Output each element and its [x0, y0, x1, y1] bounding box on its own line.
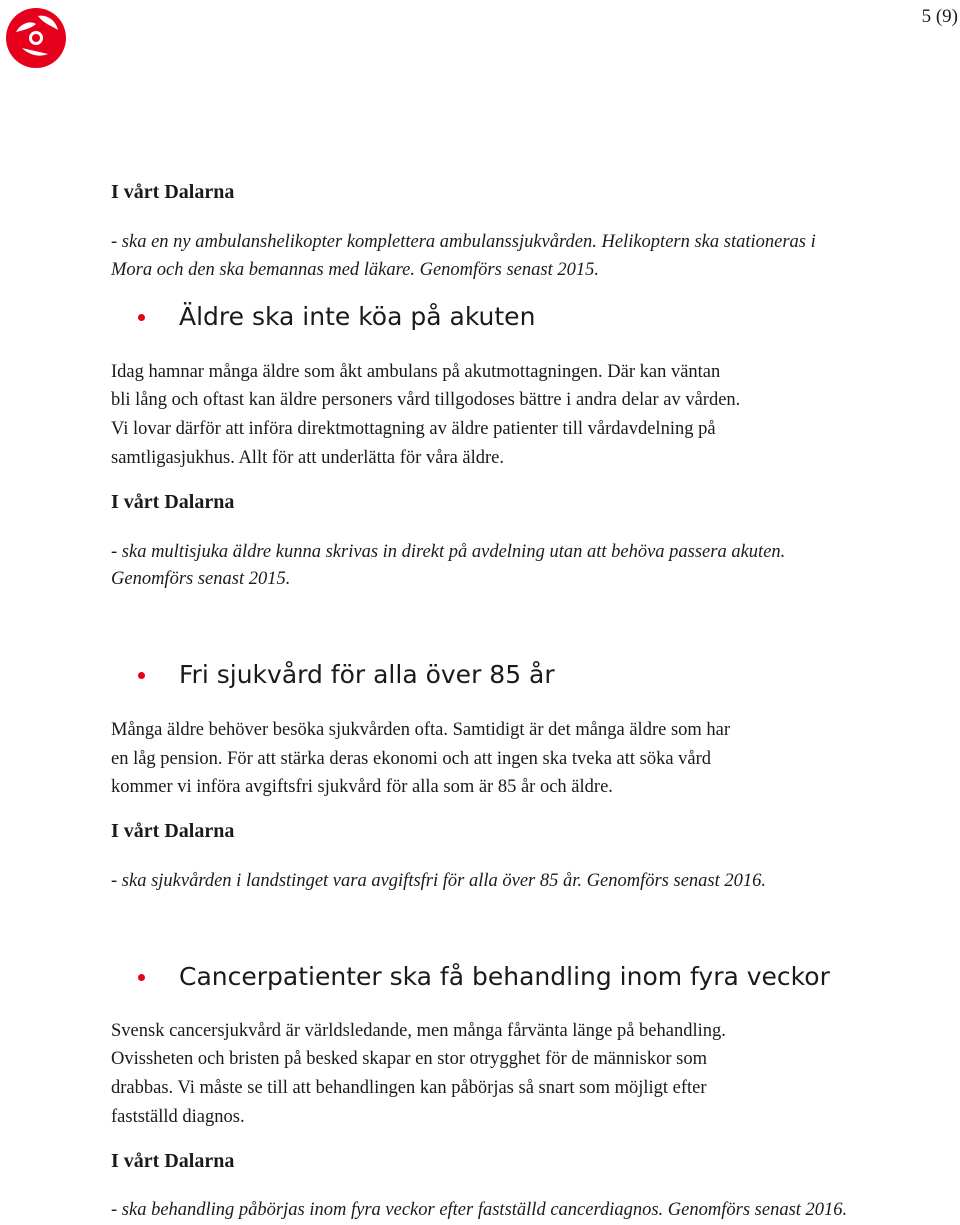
body-line: fastställd diagnos. [111, 1107, 245, 1127]
bullet-icon [138, 672, 145, 679]
promise-line: - ska behandling påbörjas inom fyra veckor efter fastställd cancerdiagnos. Genomförs senast 2016. [111, 1200, 848, 1220]
section-heading [138, 962, 830, 991]
promise-line: - ska en ny ambulanshelikopter komplettera ambulanssjukvården. Helikoptern ska stationeras i [111, 232, 816, 252]
body-line: en låg pension. För att stärka deras ekonomi och att ingen ska tveka att söka vård [111, 749, 712, 769]
section-heading [138, 302, 535, 331]
body-line: kommer vi införa avgiftsfri sjukvård för alla som är 85 år och äldre. [111, 777, 613, 797]
section-heading-text: Äldre ska inte köa på akuten [179, 302, 536, 331]
rose-logo-icon [2, 2, 70, 72]
region-label: I vårt Dalarna [111, 1150, 235, 1172]
body-line: bli lång och oftast kan äldre personers vård tillgodoses bättre i andra delar av vården. [111, 390, 741, 410]
region-label: I vårt Dalarna [111, 181, 235, 203]
page-number: 5 (9) [921, 6, 958, 27]
body-line: Svensk cancersjukvård är världsledande, men många fårvänta länge på behandling. [111, 1021, 726, 1041]
bullet-icon [138, 314, 145, 321]
region-label: I vårt Dalarna [111, 491, 235, 513]
promise-line: - ska sjukvården i landstinget vara avgiftsfri för alla över 85 år. Genomförs senast 2016. [111, 871, 766, 891]
section-heading-text: Cancerpatienter ska få behandling inom fyra veckor [179, 962, 830, 991]
body-line: samtligasjukhus. Allt för att underlätta för våra äldre. [111, 448, 505, 468]
section-heading [138, 660, 555, 689]
body-line: Idag hamnar många äldre som åkt ambulans på akutmottagningen. Där kan väntan [111, 362, 721, 382]
body-line: Vi lovar därför att införa direktmottagning av äldre patienter till vårdavdelning på [111, 419, 716, 439]
body-line: drabbas. Vi måste se till att behandlingen kan påbörjas så snart som möjligt efter [111, 1078, 707, 1098]
body-line: Ovissheten och bristen på besked skapar en stor otrygghet för de människor som [111, 1049, 707, 1069]
promise-line: Genomförs senast 2015. [111, 569, 291, 589]
promise-line: Mora och den ska bemannas med läkare. Genomförs senast 2015. [111, 260, 599, 280]
promise-line: - ska multisjuka äldre kunna skrivas in direkt på avdelning utan att behöva passera akuten. [111, 542, 786, 562]
body-line: Många äldre behöver besöka sjukvården ofta. Samtidigt är det många äldre som har [111, 720, 731, 740]
section-heading-text: Fri sjukvård för alla över 85 år [179, 660, 555, 689]
bullet-icon [138, 974, 145, 981]
region-label: I vårt Dalarna [111, 820, 235, 842]
